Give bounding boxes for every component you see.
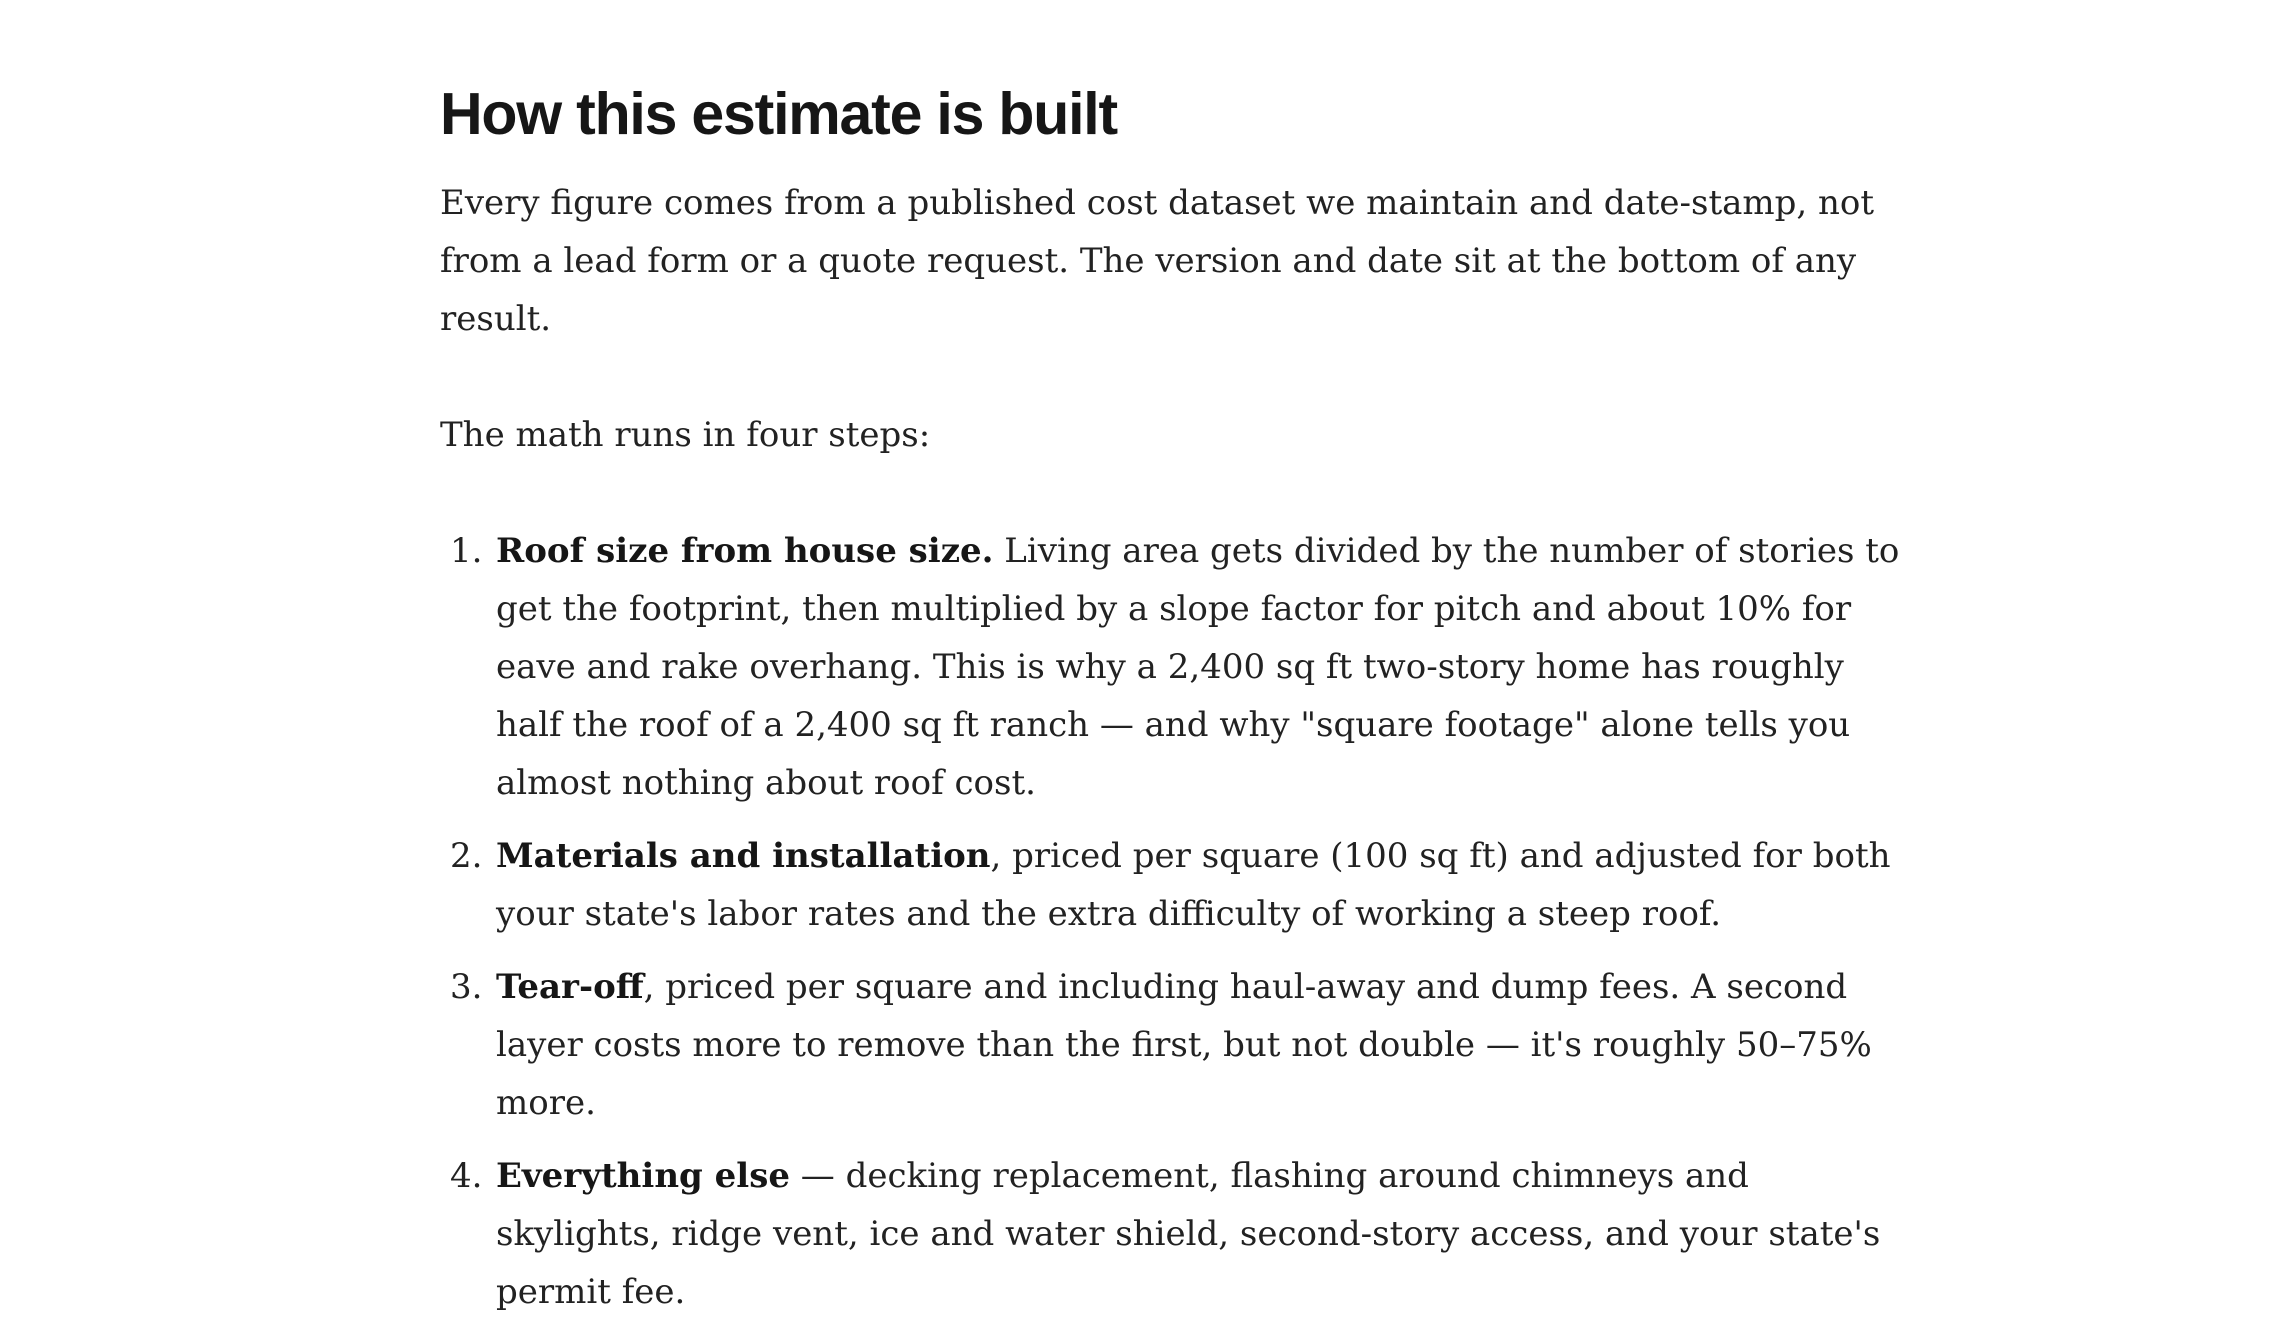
steps-list [440,522,1900,1321]
step-number: 4. [450,1156,483,1196]
article [440,70,1900,1336]
step-number: 3. [450,967,483,1007]
step-heading: Everything else [496,1156,790,1196]
list-item [440,1147,1900,1321]
step-text: , priced per square and including haul-away and dump fees. A second layer costs more to remove than the first, but not double — it's roughly 50–75% more. [496,967,1872,1123]
list-item [440,958,1900,1132]
intro-paragraph: Every figure comes from a published cost dataset we maintain and date-stamp, not from a lead form or a quote request. The version and date sit at the bottom of any result. [440,183,1875,339]
step-heading: Roof size from house size. [496,531,994,571]
step-number: 2. [450,836,483,876]
step-heading: Materials and installation [496,836,991,876]
step-heading: Tear-off [496,967,644,1007]
steps-intro: The math runs in four steps: [440,415,931,455]
list-item [440,827,1900,943]
list-item [440,522,1900,812]
step-text: Living area gets divided by the number of stories to get the footprint, then multiplied by a slope factor for pitch and about 10% for eave and rake overhang. This is why a 2,400 sq ft two-story home has roughly half the roof of a 2,400 sq ft ranch — and why "square footage" alone tells you almost nothing about roof cost. [496,531,1900,803]
page-title: How this estimate is built [440,81,1117,147]
step-text: — decking replacement, flashing around chimneys and skylights, ridge vent, ice and water shield, second-story access, and your state's permit fee. [496,1156,1881,1312]
step-text: , priced per square (100 sq ft) and adjusted for both your state's labor rates and the extra difficulty of working a steep roof. [496,836,1891,934]
step-number: 1. [450,531,483,571]
